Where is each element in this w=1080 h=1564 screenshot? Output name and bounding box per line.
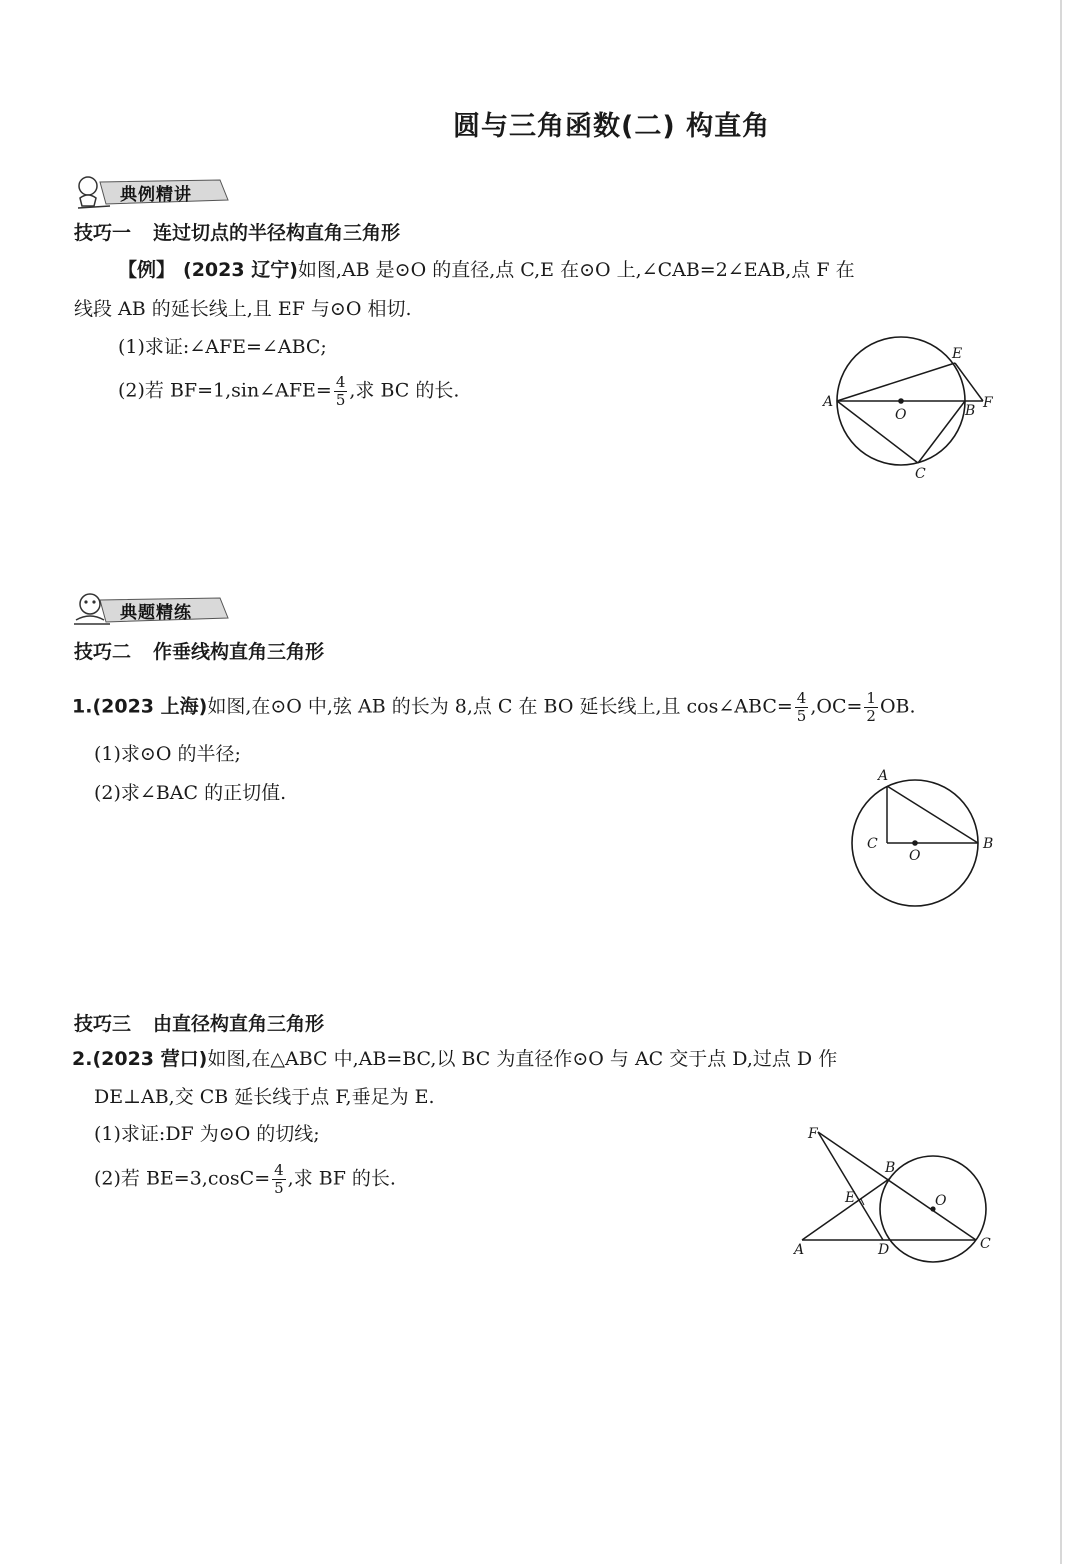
problem-2-question-2: [94, 1162, 396, 1197]
fraction-denominator: 5: [335, 391, 346, 409]
segment-ab: [802, 1179, 889, 1240]
label-b: B: [965, 403, 976, 419]
label-b: B: [885, 1160, 896, 1176]
problem-2-line-2: DE⊥AB,交 CB 延长线于点 F,垂足为 E.: [94, 1086, 435, 1108]
example-line-2: 线段 AB 的延长线上,且 EF 与⊙O 相切.: [74, 298, 412, 320]
technique-3-text: 由直径构直角三角形: [153, 1013, 325, 1035]
segment-fc: [818, 1132, 976, 1240]
segment-ae: [837, 363, 955, 401]
label-o: O: [935, 1193, 947, 1209]
label-e: E: [952, 346, 963, 362]
technique-1-text: 连过切点的半径构直角三角形: [153, 222, 401, 244]
example-tag: 【例】: [118, 259, 176, 281]
label-e: E: [845, 1190, 856, 1206]
center-o: [898, 398, 904, 404]
example-source: (2023 辽宁): [183, 259, 298, 281]
label-c: C: [915, 466, 926, 482]
problem-2-question-1: (1)求证:DF 为⊙O 的切线;: [94, 1123, 320, 1145]
banner-example: [70, 170, 230, 210]
fraction-numerator: 4: [796, 689, 807, 707]
example-q2-fraction: [334, 374, 348, 409]
example-figure: [815, 335, 1005, 485]
example-text-1: 如图,AB 是⊙O 的直径,点 C,E 在⊙O 上,∠CAB=2∠EAB,点 F 在: [297, 259, 855, 281]
example-q2-post: ,求 BC 的长.: [349, 379, 460, 402]
problem-2-q2-pre: (2)若 BE=3,cosC=: [94, 1167, 271, 1190]
fraction-numerator: 1: [866, 689, 876, 707]
label-a: A: [878, 768, 889, 784]
segment-cb: [918, 401, 965, 463]
technique-3-label: 技巧三: [74, 1013, 132, 1035]
fraction-numerator: 4: [335, 373, 346, 391]
problem-2-q2-post: ,求 BF 的长.: [287, 1167, 396, 1190]
problem-1-line-1: [72, 690, 916, 725]
problem-2-line-1: [72, 1046, 837, 1072]
label-o: O: [909, 848, 921, 864]
problem-1-source: (2023 上海): [92, 695, 208, 718]
technique-2-label: 技巧二: [74, 641, 132, 663]
technique-3: [74, 1009, 324, 1036]
label-c: C: [867, 836, 878, 852]
banner-practice-text: 典题精练: [120, 603, 192, 623]
problem-1-question-2: (2)求∠BAC 的正切值.: [94, 782, 287, 804]
problem-1-number: 1.: [72, 695, 93, 718]
fraction-denominator: 2: [866, 707, 876, 725]
problem-2-text-1: 如图,在△ABC 中,AB=BC,以 BC 为直径作⊙O 与 AC 交于点 D,过点 D 作: [207, 1048, 838, 1070]
problem-2-source: (2023 营口): [92, 1048, 208, 1070]
problem-2-figure: [790, 1120, 1000, 1265]
center-o: [912, 840, 918, 846]
problem-1-text-post: OB.: [879, 695, 916, 718]
label-o: O: [895, 407, 907, 423]
fraction-numerator: 4: [274, 1161, 284, 1179]
problem-1-text-mid: ,OC=: [810, 695, 863, 718]
problem-1-text-pre: 如图,在⊙O 中,弦 AB 的长为 8,点 C 在 BO 延长线上,且 cos∠ABC=: [207, 695, 793, 718]
problem-1-fraction-2: [864, 690, 878, 725]
segment-fd: [818, 1132, 883, 1240]
problem-1-fraction-1: [795, 690, 809, 725]
example-question-1: (1)求证:∠AFE=∠ABC;: [118, 336, 327, 358]
label-d: D: [878, 1242, 890, 1258]
problem-1-figure: [845, 762, 1005, 912]
problem-2-number: 2.: [72, 1048, 93, 1070]
example-line-1: [118, 257, 855, 283]
problem-1-question-1: (1)求⊙O 的半径;: [94, 743, 241, 765]
fraction-denominator: 5: [796, 707, 807, 725]
page-title: 圆与三角函数(二) 构直角: [453, 111, 771, 142]
banner-example-text: 典例精讲: [120, 185, 192, 205]
technique-1-label: 技巧一: [74, 222, 132, 244]
example-q2-pre: (2)若 BF=1,sin∠AFE=: [118, 379, 332, 402]
label-a: A: [823, 394, 834, 410]
page-edge: [1060, 0, 1062, 1564]
label-f: F: [983, 395, 993, 411]
segment-ef: [955, 363, 983, 401]
label-a: A: [794, 1242, 805, 1258]
technique-2: [74, 637, 324, 664]
problem-2-q2-fraction: [272, 1162, 286, 1197]
label-b: B: [983, 836, 994, 852]
label-f: F: [808, 1126, 818, 1142]
banner-practice: [70, 588, 230, 628]
chord-ab: [887, 786, 978, 843]
technique-2-text: 作垂线构直角三角形: [153, 641, 325, 663]
fraction-denominator: 5: [274, 1179, 284, 1197]
technique-1: [74, 218, 400, 245]
label-c: C: [980, 1236, 991, 1252]
example-question-2: [118, 374, 459, 409]
